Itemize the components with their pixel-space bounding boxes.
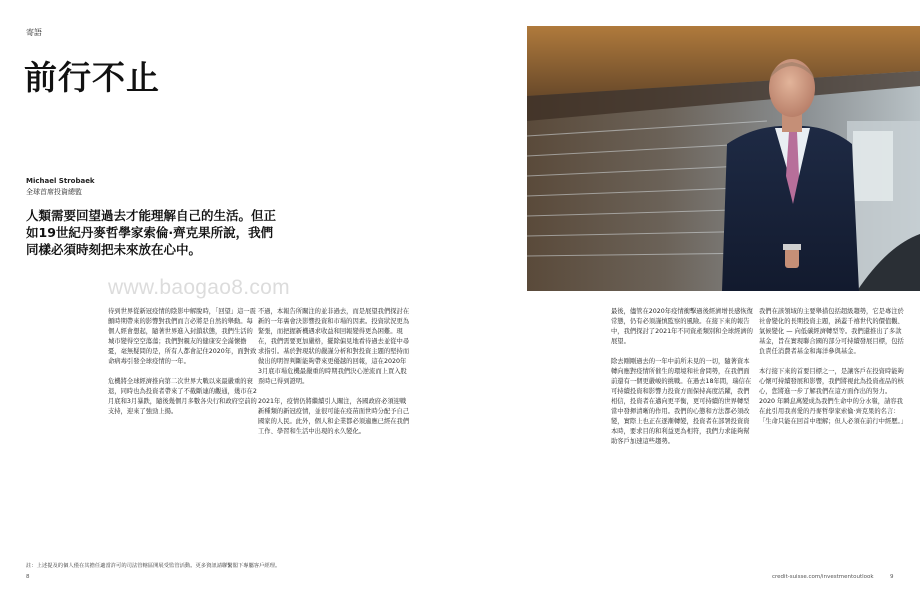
page-title: 前行不止 <box>24 58 160 97</box>
body-paragraph: 2021年，疫情仍將繼續引人關注，各國政府必須迎戰新種類的新冠疫情，並很可能在疫苗面世時分配予自己國家的人民。此外，個人和企業都必須適應已經在我們工作、學習和生活中出現的永久變化。 <box>258 398 410 435</box>
body-paragraph: 我們在該領域的主要舉措包括超級趨勢，它是專注於社會變化的長期投資主題，涵蓋千禧世代的價值觀、氣候變化 — 向低碳經濟轉型等。我們還推出了多款基金，旨在實現聯合國的部分可持續發展目標，包括負責任消費者基金和海洋參與基金。 <box>759 308 904 355</box>
page-number-left: 8 <box>26 574 30 580</box>
author-role: 全球首席投資總監 <box>26 188 82 196</box>
footer-url[interactable]: credit-suisse.com/investmentoutlook <box>772 574 874 580</box>
body-paragraph: 本行接下來的首要目標之一，是讓客戶在投資時能夠心懷可持續發展和影響，我們將視此為投資產品的核心，您將進一步了解我們在這方面作出的努力。2020 年瞬息萬變成為我們生命中的分水嶺，請容我在此引用我喜愛的丹麥哲學家索倫·齊克果的名言：「生命只能在回首中理解；但人必須在前行中經歷。」 <box>759 368 907 425</box>
body-column-1 <box>108 307 258 427</box>
section-label: 寄語 <box>26 28 42 37</box>
body-paragraph: 不過，本報告所關注的並非過去，而是展望我們探討在新的一年裏會決影響投資和市場的因素。投資狀況更為緊張，而把握新機遇求收益和回報變得更為困難。現在，我們需要更加嚴格，擺除偏見地看待過去並從中尋求指引。基於對現狀的嚴謹分析和對投資主題的堅持而做出的明智判斷能夠帶來更優越的回報，這在2020年3月底市場危機最嚴重的時期我們決心逆流而上買入股票時已得到證明。 <box>258 308 410 385</box>
body-column-2 <box>258 307 410 447</box>
body-column-4 <box>759 307 905 437</box>
portrait-photo <box>527 26 920 291</box>
page-number-right: 9 <box>890 574 894 580</box>
body-paragraph: 危機將全球經濟推向第二次世界大戰以來最嚴重的衰退，同時也為投資者帶來了不截斷連的觀通，幾市在2月底和3月暴跌，隨後幾個月多數各央行和政府空前的支持，迎來了強勁上揚。 <box>108 378 257 415</box>
body-paragraph: 最後，儘管在2020年疫情衝擊過後經濟增長感恢復常態，仍有必須謹慎監察的風險。在接下來的報告中，我們探討了2021年不同資產類別和全球經濟的展望。 <box>611 308 753 345</box>
footnote: 註：上述提及的個人僅在其擔任適當許可的司法管轄區開展受監管活動。更多資訊請聯繫閣下專屬客戶經理。 <box>26 563 281 569</box>
body-paragraph: 除去剛剛過去的一年中前所未見的一切，隨著資本轉向應對疫情所催生的環境和社會問勢，在我們面前還有一個更嚴峻的挑戰。在過去18年間，瑞信在可持續投資和影響力投資方面保持高度活躍，我們相信，投資者在邁向更平衡，更可持續的世界轉型當中發揮清晰的作用。我們的心態和方法都必須改變，實際上也正在逐漸轉變，投資者在部署投資資本時，要求目的和利益更為相符，我們力求能夠幫助客戶加速這些趨勢。 <box>611 358 752 445</box>
body-paragraph: 待到世界從新冠疫情的陰影中解脫時，「回望」這一震顫時期帶來的影響對我們而言必將是自然的舉動。每個人經會想起，隨著世界進入封鎖狀態，我們生活的城市變得空空蕩蕩；我們對親友的健康安全滿懷擔憂，毫無疑問的是，所有人都會記住2020年，面對致命病毒引發全球疫情的一年。 <box>108 308 257 365</box>
author-name: Michael Strobaek <box>26 177 95 185</box>
watermark-text: www.baogao8.com <box>108 276 290 299</box>
lead-paragraph: 人類需要回望過去才能理解自己的生活。但正如19世紀丹麥哲學家索倫·齊克果所說，我們同樣必須時刻把未來放在心中。 <box>26 208 277 257</box>
body-column-3 <box>611 307 755 457</box>
